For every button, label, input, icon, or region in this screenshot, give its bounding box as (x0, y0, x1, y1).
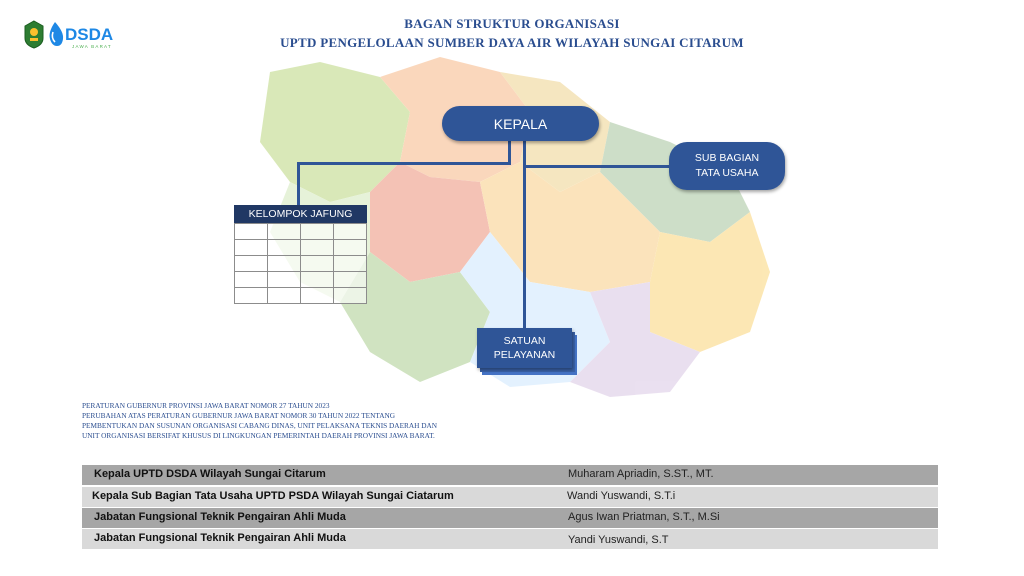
official-row (82, 465, 938, 485)
connector-to-jafung-horizontal (297, 162, 511, 165)
kelompok-jafung-grid (234, 223, 367, 304)
regulation-line: PERUBAHAN ATAS PERATURAN GUBERNUR JAWA BARAT NOMOR 30 TAHUN 2022 TENTANG (82, 411, 396, 420)
connector-to-sub-bagian (523, 165, 670, 168)
satuan-label-line1: SATUAN (503, 335, 546, 347)
regulation-line: UNIT ORGANISASI BERSIFAT KHUSUS DI LINGKUNGAN PEMERINTAH DAERAH PROVINSI JAWA BARAT. (82, 431, 435, 440)
logo-text: DSDA (65, 25, 114, 44)
page-title: BAGAN STRUKTUR ORGANISASI (404, 16, 620, 31)
sub-bagian-node (669, 142, 785, 190)
regulation-line: PEMBENTUKAN DAN SUSUNAN ORGANISASI CABANG DINAS, UNIT PELAKSANA TEKNIS DAERAH DAN (82, 421, 438, 430)
official-position: Kepala Sub Bagian Tata Usaha UPTD PSDA Wilayah Sungai Ciatarum (92, 490, 454, 502)
regulation-note (82, 401, 562, 441)
official-row (82, 529, 938, 549)
official-position: Jabatan Fungsional Teknik Pengairan Ahli Muda (94, 532, 346, 544)
official-row (82, 508, 938, 528)
page-subtitle: UPTD PENGELOLAAN SUMBER DAYA AIR WILAYAH SUNGAI CITARUM (280, 35, 744, 50)
sub-bagian-label-line1: SUB BAGIAN (694, 152, 760, 164)
official-name: Muharam Apriadin, S.ST., MT. (568, 468, 714, 480)
regulation-line: PERATURAN GUBERNUR PROVINSI JAWA BARAT NOMOR 27 TAHUN 2023 (82, 401, 330, 410)
official-row (82, 487, 938, 507)
official-position: Jabatan Fungsional Teknik Pengairan Ahli Muda (94, 511, 346, 523)
official-name: Yandi Yuswandi, S.T (568, 534, 669, 546)
connector-to-satuan-vertical (523, 141, 526, 329)
kepala-node: KEPALA (442, 106, 599, 141)
sub-bagian-label-line2: TATA USAHA (695, 167, 759, 179)
official-name: Agus Iwan Priatman, S.T., M.Si (568, 511, 720, 523)
satuan-pelayanan-node (477, 328, 572, 368)
logo-subtext: JAWA BARAT (72, 44, 112, 49)
satuan-label-line2: PELAYANAN (493, 349, 556, 361)
official-position: Kepala UPTD DSDA Wilayah Sungai Citarum (94, 468, 326, 480)
official-name: Wandi Yuswandi, S.T.i (567, 490, 676, 502)
kelompok-jafung-header: KELOMPOK JAFUNG (234, 205, 367, 223)
connector-to-jafung-vertical (297, 162, 300, 206)
